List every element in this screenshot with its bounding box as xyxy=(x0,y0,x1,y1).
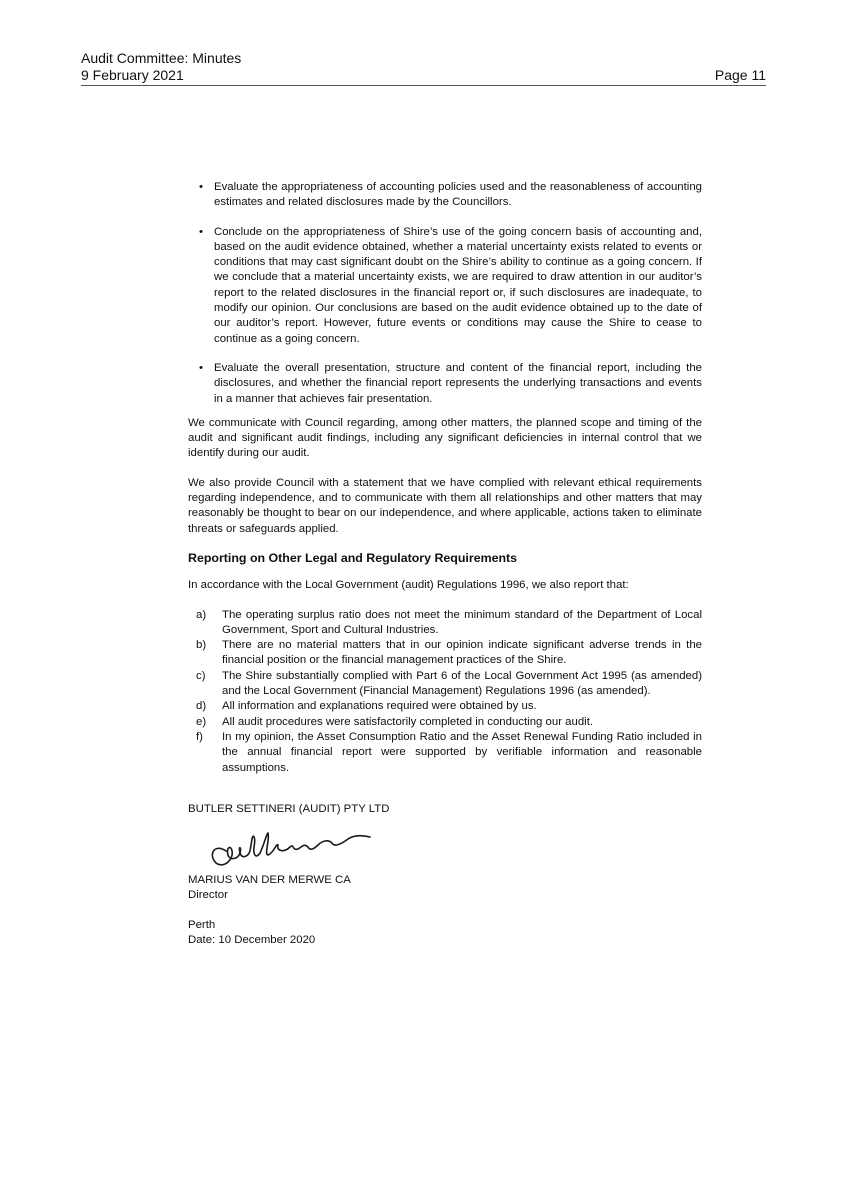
bullet-icon: • xyxy=(199,181,203,193)
page-header xyxy=(81,50,766,86)
item-marker: d) xyxy=(196,700,207,713)
list-item xyxy=(188,608,702,639)
firm-name: BUTLER SETTINERI (AUDIT) PTY LTD xyxy=(188,802,390,815)
signing-date: Date: 10 December 2020 xyxy=(188,933,316,946)
item-text: The operating surplus ratio does not meet the minimum standard of the Department of Local Government, Sport and Cultural Industries. xyxy=(222,608,702,636)
list-item xyxy=(188,715,702,730)
page-number: Page 11 xyxy=(714,67,766,83)
document-title: Audit Committee: Minutes xyxy=(81,50,242,66)
item-marker: c) xyxy=(196,669,206,682)
item-marker: b) xyxy=(196,639,207,652)
regulatory-findings-list xyxy=(188,608,702,776)
list-item xyxy=(188,638,702,669)
list-item xyxy=(188,180,702,211)
item-text: There are no material matters that in our opinion indicate significant adverse trends in the financial position or the financial management practices of the Shire. xyxy=(222,639,702,667)
list-item xyxy=(188,361,702,407)
document-body xyxy=(188,180,702,962)
list-item xyxy=(188,730,702,776)
header-row xyxy=(81,67,766,84)
item-text: All audit procedures were satisfactorily completed in conducting our audit. xyxy=(222,715,594,728)
item-marker: a) xyxy=(196,608,207,621)
bullet-text: Conclude on the appropriateness of Shire’s use of the going concern basis of accounting and, based on the audit evidence obtained, whether a material uncertainty exists related to events or conditions that may cast significant doubt on the Shire’s ability to continue as a going concern. If we conclude that a material uncertainty exists, we are required to draw attention in our auditor’s report to the related disclosures in the financial report or, if such disclosures are inadequate, to modify our opinion. Our conclusions are based on the audit evidence obtained up to the date of our auditor’s report. However, future events or conditions may cause the Shire to cease to continue as a going concern. xyxy=(214,225,702,345)
item-text: The Shire substantially complied with Part 6 of the Local Government Act 1995 (as amended) and the Local Government (Financial Management) Regulations 1996 (as amended). xyxy=(222,669,702,698)
signature-icon xyxy=(204,825,374,869)
list-item xyxy=(188,699,702,714)
section-heading: Reporting on Other Legal and Regulatory Requirements xyxy=(188,550,518,565)
bullet-text: Evaluate the appropriateness of accounting policies used and the reasonableness of accounting estimates and related disclosures made by the Councillors. xyxy=(214,181,702,209)
signatory-block xyxy=(188,873,702,904)
signatory-name: MARIUS VAN DER MERWE CA xyxy=(188,874,351,887)
bullet-icon: • xyxy=(199,361,203,374)
auditor-responsibilities-list xyxy=(188,180,702,407)
paragraph-communication: We communicate with Council regarding, among other matters, the planned scope and timing of the audit and significant audit findings, including any significant deficiencies in internal control that we identify during our audit. xyxy=(188,416,702,460)
meeting-date: 9 February 2021 xyxy=(81,67,184,83)
bullet-text: Evaluate the overall presentation, structure and content of the financial report, including the disclosures, and whether the financial report represents the underlying transactions and events in a manner that achieves fair presentation. xyxy=(214,361,702,405)
place-date-block xyxy=(188,918,702,949)
item-marker: f) xyxy=(196,730,203,743)
paragraph-independence: We also provide Council with a statement that we have complied with relevant ethical requirements regarding independence, and to communicate with them all relationships and other matters that may reasonably be thought to bear on our independence, and where applicable, actions taken to eliminate threats or safeguards applied. xyxy=(188,476,702,535)
signatory-role: Director xyxy=(188,889,228,902)
item-marker: e) xyxy=(196,715,207,728)
bullet-icon: • xyxy=(199,225,203,238)
signing-place: Perth xyxy=(188,918,216,931)
section-intro: In accordance with the Local Government (audit) Regulations 1996, we also report that: xyxy=(188,579,629,592)
item-text: All information and explanations required were obtained by us. xyxy=(222,700,537,713)
list-item xyxy=(188,225,702,347)
item-text: In my opinion, the Asset Consumption Ratio and the Asset Renewal Funding Ratio included in the annual financial report were supported by verifiable information and reasonable assumptions. xyxy=(222,730,702,774)
list-item xyxy=(188,669,702,700)
